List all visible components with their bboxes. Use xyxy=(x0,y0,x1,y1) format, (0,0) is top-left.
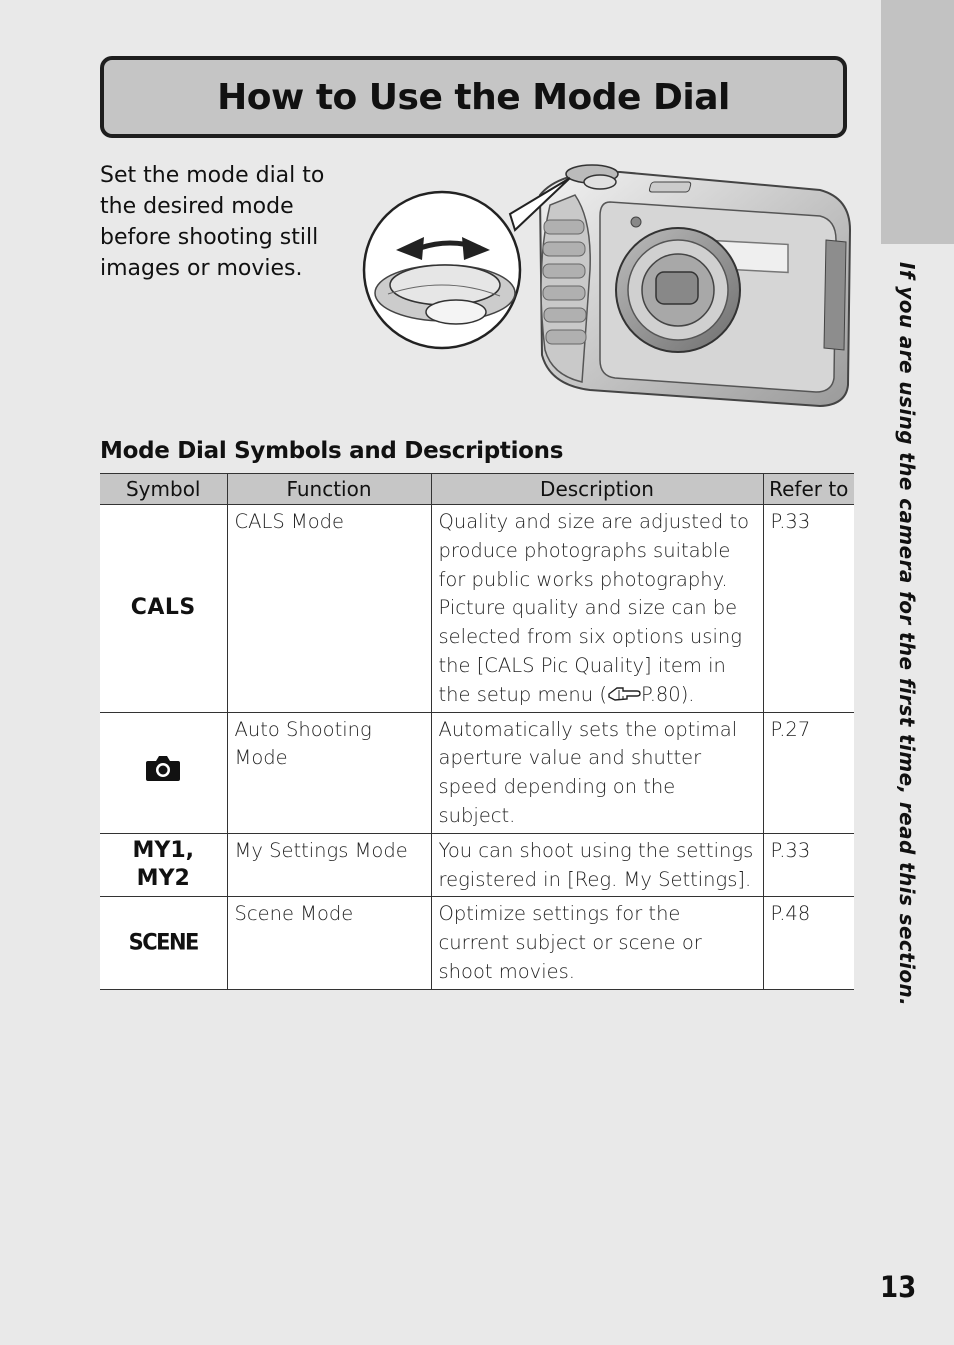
symbol-cell xyxy=(100,833,227,897)
page-title: How to Use the Mode Dial xyxy=(217,76,730,118)
symbol-cell xyxy=(100,897,227,989)
symbol-cell xyxy=(100,712,227,833)
table-row xyxy=(100,897,854,989)
title-box xyxy=(100,56,847,138)
column-header-refer-to: Refer to xyxy=(763,474,854,505)
my1-symbol: MY1, xyxy=(132,837,194,863)
description-cell: You can shoot using the settings registered in [Reg. My Settings]. xyxy=(431,833,763,897)
function-cell: My Settings Mode xyxy=(227,833,431,897)
mode-table xyxy=(100,473,854,990)
cals-symbol: CALS xyxy=(130,594,196,620)
description-cell: Automatically sets the optimal aperture value and shutter speed depending on the subject. xyxy=(431,712,763,833)
camera-icon xyxy=(145,754,181,782)
intro-text: Set the mode dial to the desired mode before shooting still images or movies. xyxy=(100,163,325,281)
table-row xyxy=(100,505,854,713)
side-section-label: If you are using the camera for the first time, read this section. xyxy=(895,262,919,1007)
section-heading: Mode Dial Symbols and Descriptions xyxy=(100,438,564,464)
dial-zoom-bubble xyxy=(364,178,570,348)
my-settings-symbol xyxy=(133,837,195,893)
table-row xyxy=(100,712,854,833)
column-header-symbol: Symbol xyxy=(100,474,227,505)
pointing-hand-icon xyxy=(607,685,641,703)
description-cell: Optimize settings for the current subject or scene or shoot movies. xyxy=(431,897,763,989)
scene-symbol: SCENE xyxy=(128,929,198,955)
refer-to-cell: P.33 xyxy=(763,833,854,897)
function-cell: CALS Mode xyxy=(227,505,431,713)
refer-to-cell: P.27 xyxy=(763,712,854,833)
column-header-function: Function xyxy=(227,474,431,505)
refer-to-cell: P.33 xyxy=(763,505,854,713)
side-tab xyxy=(881,0,954,244)
function-cell: Scene Mode xyxy=(227,897,431,989)
lens xyxy=(616,228,740,352)
function-cell: Auto Shooting Mode xyxy=(227,712,431,833)
my2-symbol: MY2 xyxy=(136,865,190,891)
description-page-ref: P.80 xyxy=(640,682,681,706)
column-header-description: Description xyxy=(431,474,763,505)
refer-to-cell: P.48 xyxy=(763,897,854,989)
camera-illustration xyxy=(360,150,860,410)
description-text-end: ). xyxy=(680,682,695,706)
description-text: Quality and size are adjusted to produce photographs suitable for public works photography. Picture quality and size can be selected from six options using the [CALS Pic Quality] item in the setup menu ( xyxy=(438,510,750,706)
table-header-row xyxy=(100,474,854,505)
description-cell xyxy=(431,505,763,713)
page-number: 13 xyxy=(880,1270,917,1304)
table-row xyxy=(100,833,854,897)
symbol-cell xyxy=(100,505,227,713)
